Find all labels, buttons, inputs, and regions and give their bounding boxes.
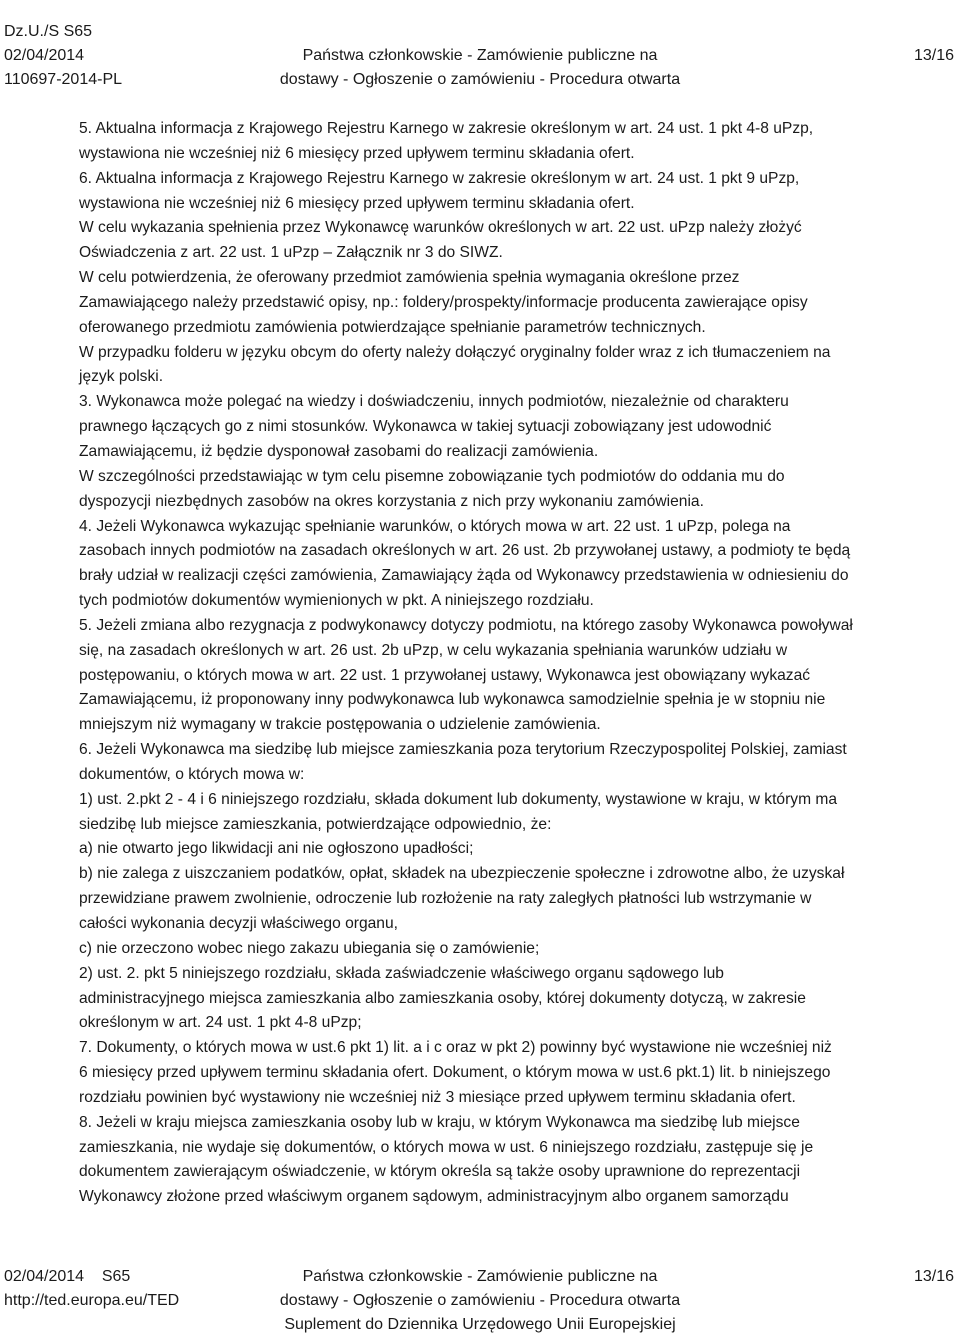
footer-url: http://ted.europa.eu/TED (4, 1292, 180, 1309)
body-line: język polski. (79, 368, 164, 386)
header-center-line-1 (0, 20, 960, 44)
body-line: administracyjnego miejsca zamieszkania albo zamieszkania osoby, której dokumenty dotyczą, w zakresie (79, 989, 806, 1007)
body-line: a) nie otwarto jego likwidacji ani nie ogłoszono upadłości; (79, 840, 474, 858)
body-line: przewidziane prawem zwolnienie, odroczenie lub rozłożenie na raty zaległych płatności lub wstrzymanie w (79, 890, 812, 908)
footer-right (914, 1265, 954, 1289)
header-center (0, 20, 960, 92)
body-line: 4. Jeżeli Wykonawca wykazując spełnianie warunków, o których mowa w art. 22 ust. 1 uPzp, polega na (79, 517, 791, 535)
body-line: 5. Jeżeli zmiana albo rezygnacja z podwykonawcy dotyczy podmiotu, na którego zasoby Wykonawca powoływał (79, 616, 853, 634)
body-line: dokumentów, o których mowa w: (79, 765, 305, 783)
header-right (914, 20, 954, 68)
body-line: określonym w art. 24 ust. 1 pkt 4-8 uPzp; (79, 1014, 362, 1032)
body-line: Oświadczenia z art. 22 ust. 1 uPzp – Załącznik nr 3 do SIWZ. (79, 244, 503, 262)
body-line: W celu potwierdzenia, że oferowany przedmiot zamówienia spełnia wymagania określone przez (79, 269, 740, 287)
body-line: 8. Jeżeli w kraju miejsca zamieszkania osoby lub w kraju, w którym Wykonawca ma siedzibę lub miejsce (79, 1113, 800, 1131)
body-line: wystawiona nie wcześniej niż 6 miesięcy przed upływem terminu składania ofert. (79, 194, 635, 212)
body-line: 1) ust. 2.pkt 2 - 4 i 6 niniejszego rozdziału, składa dokument lub dokumenty, wystawione w kraju, w którym ma (79, 790, 838, 808)
body-line: tych podmiotów dokumentów wymienionych w pkt. A niniejszego rozdziału. (79, 592, 594, 610)
header-right-spacer (914, 20, 954, 44)
body-line: Zamawiającego należy przedstawić opisy, np.: foldery/prospekty/informacje producenta zawierające opisy (79, 293, 808, 311)
notice-number: 110697-2014-PL (4, 71, 123, 88)
body-line: mniejszym niż wymagany w trakcie postępowania o udzielenie zamówienia. (79, 716, 601, 734)
body-line: dyspozycji niezbędnych zasobów na okres korzystania z nich przy wykonaniu zamówienia. (79, 492, 704, 510)
journal-reference: Dz.U./S S65 (4, 23, 93, 40)
body-line: 3. Wykonawca może polegać na wiedzy i doświadczeniu, innych podmiotów, niezależnie od charakteru (79, 393, 789, 411)
body-line: W przypadku folderu w języku obcym do oferty należy dołączyć oryginalny folder wraz z ich tłumaczeniem na (79, 343, 831, 361)
body-line: się, na zasadach określonych w art. 26 ust. 2b uPzp, w celu wykazania spełniania warunków udziału w (79, 641, 788, 659)
header-center-line-2: Państwa członkowskie - Zamówienie publiczne na (302, 47, 658, 64)
body-line: zamieszkania, nie wydaje się dokumentów, o których mowa w ust. 6 niniejszego rozdziału, zastępuje się je (79, 1138, 814, 1156)
body-line: dokumentem zawierającym oświadczenie, w którym określa są także osoby uprawnione do reprezentacji (79, 1163, 801, 1181)
body-line: siedzibę lub miejsce zamieszkania, potwierdzające odpowiednio, że: (79, 815, 552, 833)
footer-date-series: 02/04/2014 S65 (4, 1268, 131, 1285)
body-line: b) nie zalega z uiszczaniem podatków, opłat, składek na ubezpieczenie społeczne i zdrowotne albo, że uzyskał (79, 865, 845, 883)
body-line: Zamawiającemu, iż proponowany inny podwykonawca lub wykonawca samodzielnie spełnia je w stopniu nie (79, 691, 826, 709)
body-line: wystawiona nie wcześniej niż 6 miesięcy przed upływem terminu składania ofert. (79, 144, 635, 162)
body-line: 6 miesięcy przed upływem terminu składania ofert. Dokument, o którym mowa w ust.6 pkt.1) lit. b niniejszego (79, 1064, 831, 1082)
body-line: Zamawiającemu, iż będzie dysponował zasobami do realizacji zamówienia. (79, 442, 599, 460)
body-line: brały udział w realizacji części zamówienia, Zamawiający żąda od Wykonawcy przedstawienia w odniesieniu do (79, 567, 849, 585)
body-line: 7. Dokumenty, o których mowa w ust.6 pkt 1) lit. a i c oraz w pkt 2) powinny być wystawione nie wcześniej niż (79, 1039, 832, 1057)
body-line: 2) ust. 2. pkt 5 niniejszego rozdziału, składa zaświadczenie właściwego organu sądowego lub (79, 964, 724, 982)
body-line: 6. Jeżeli Wykonawca ma siedzibę lub miejsce zamieszkania poza terytorium Rzeczypospolitej Polskiej, zamiast (79, 741, 847, 759)
body-line: Wykonawcy złożone przed właściwym organem sądowym, administracyjnym albo organem samorządu (79, 1188, 789, 1206)
page-number: 13/16 (913, 47, 954, 64)
footer-center (0, 1265, 960, 1337)
footer-center-line-3: Suplement do Dziennika Urzędowego Unii Europejskiej (284, 1316, 676, 1333)
body-line: oferowanego przedmiotu zamówienia potwierdzające spełnianie parametrów technicznych. (79, 318, 706, 336)
footer-center-line-1: Państwa członkowskie - Zamówienie publiczne na (302, 1268, 658, 1285)
body-line: W szczególności przedstawiając w tym celu pisemne zobowiązanie tych podmiotów do oddania mu do (79, 467, 785, 485)
body-line: zasobach innych podmiotów na zasadach określonych w art. 26 ust. 2b przywołanej ustawy, a podmioty te będą (79, 542, 851, 560)
body-line: 5. Aktualna informacja z Krajowego Rejestru Karnego w zakresie określonym w art. 24 ust. 1 pkt 4-8 uPzp, (79, 120, 814, 137)
body-line: c) nie orzeczono wobec niego zakazu ubiegania się o zamówienie; (79, 939, 540, 957)
header-center-line-3: dostawy - Ogłoszenie o zamówieniu - Procedura otwarta (279, 71, 681, 88)
document-body (79, 117, 959, 1210)
footer-page-number: 13/16 (913, 1268, 954, 1285)
body-line: rozdziału powinien być wystawiony nie wcześniej niż 3 miesiące przed upływem terminu składania ofert. (79, 1088, 796, 1106)
footer-center-line-2: dostawy - Ogłoszenie o zamówieniu - Procedura otwarta (279, 1292, 681, 1309)
publication-date: 02/04/2014 (4, 47, 85, 64)
body-line: prawnego łączących go z nimi stosunków. Wykonawca w takiej sytuacji zobowiązany jest udowodnić (79, 418, 772, 436)
body-line: 6. Aktualna informacja z Krajowego Rejestru Karnego w zakresie określonym w art. 24 ust. 1 pkt 9 uPzp, (79, 169, 800, 187)
body-line: całości wykonania decyzji właściwego organu, (79, 915, 398, 932)
body-line: W celu wykazania spełnienia przez Wykonawcę warunków określonych w art. 22 ust. uPzp należy złożyć (79, 219, 802, 237)
body-line: postępowaniu, o których mowa w art. 22 ust. 1 przywołanej ustawy, Wykonawca jest obowiązany wykazać (79, 666, 811, 684)
